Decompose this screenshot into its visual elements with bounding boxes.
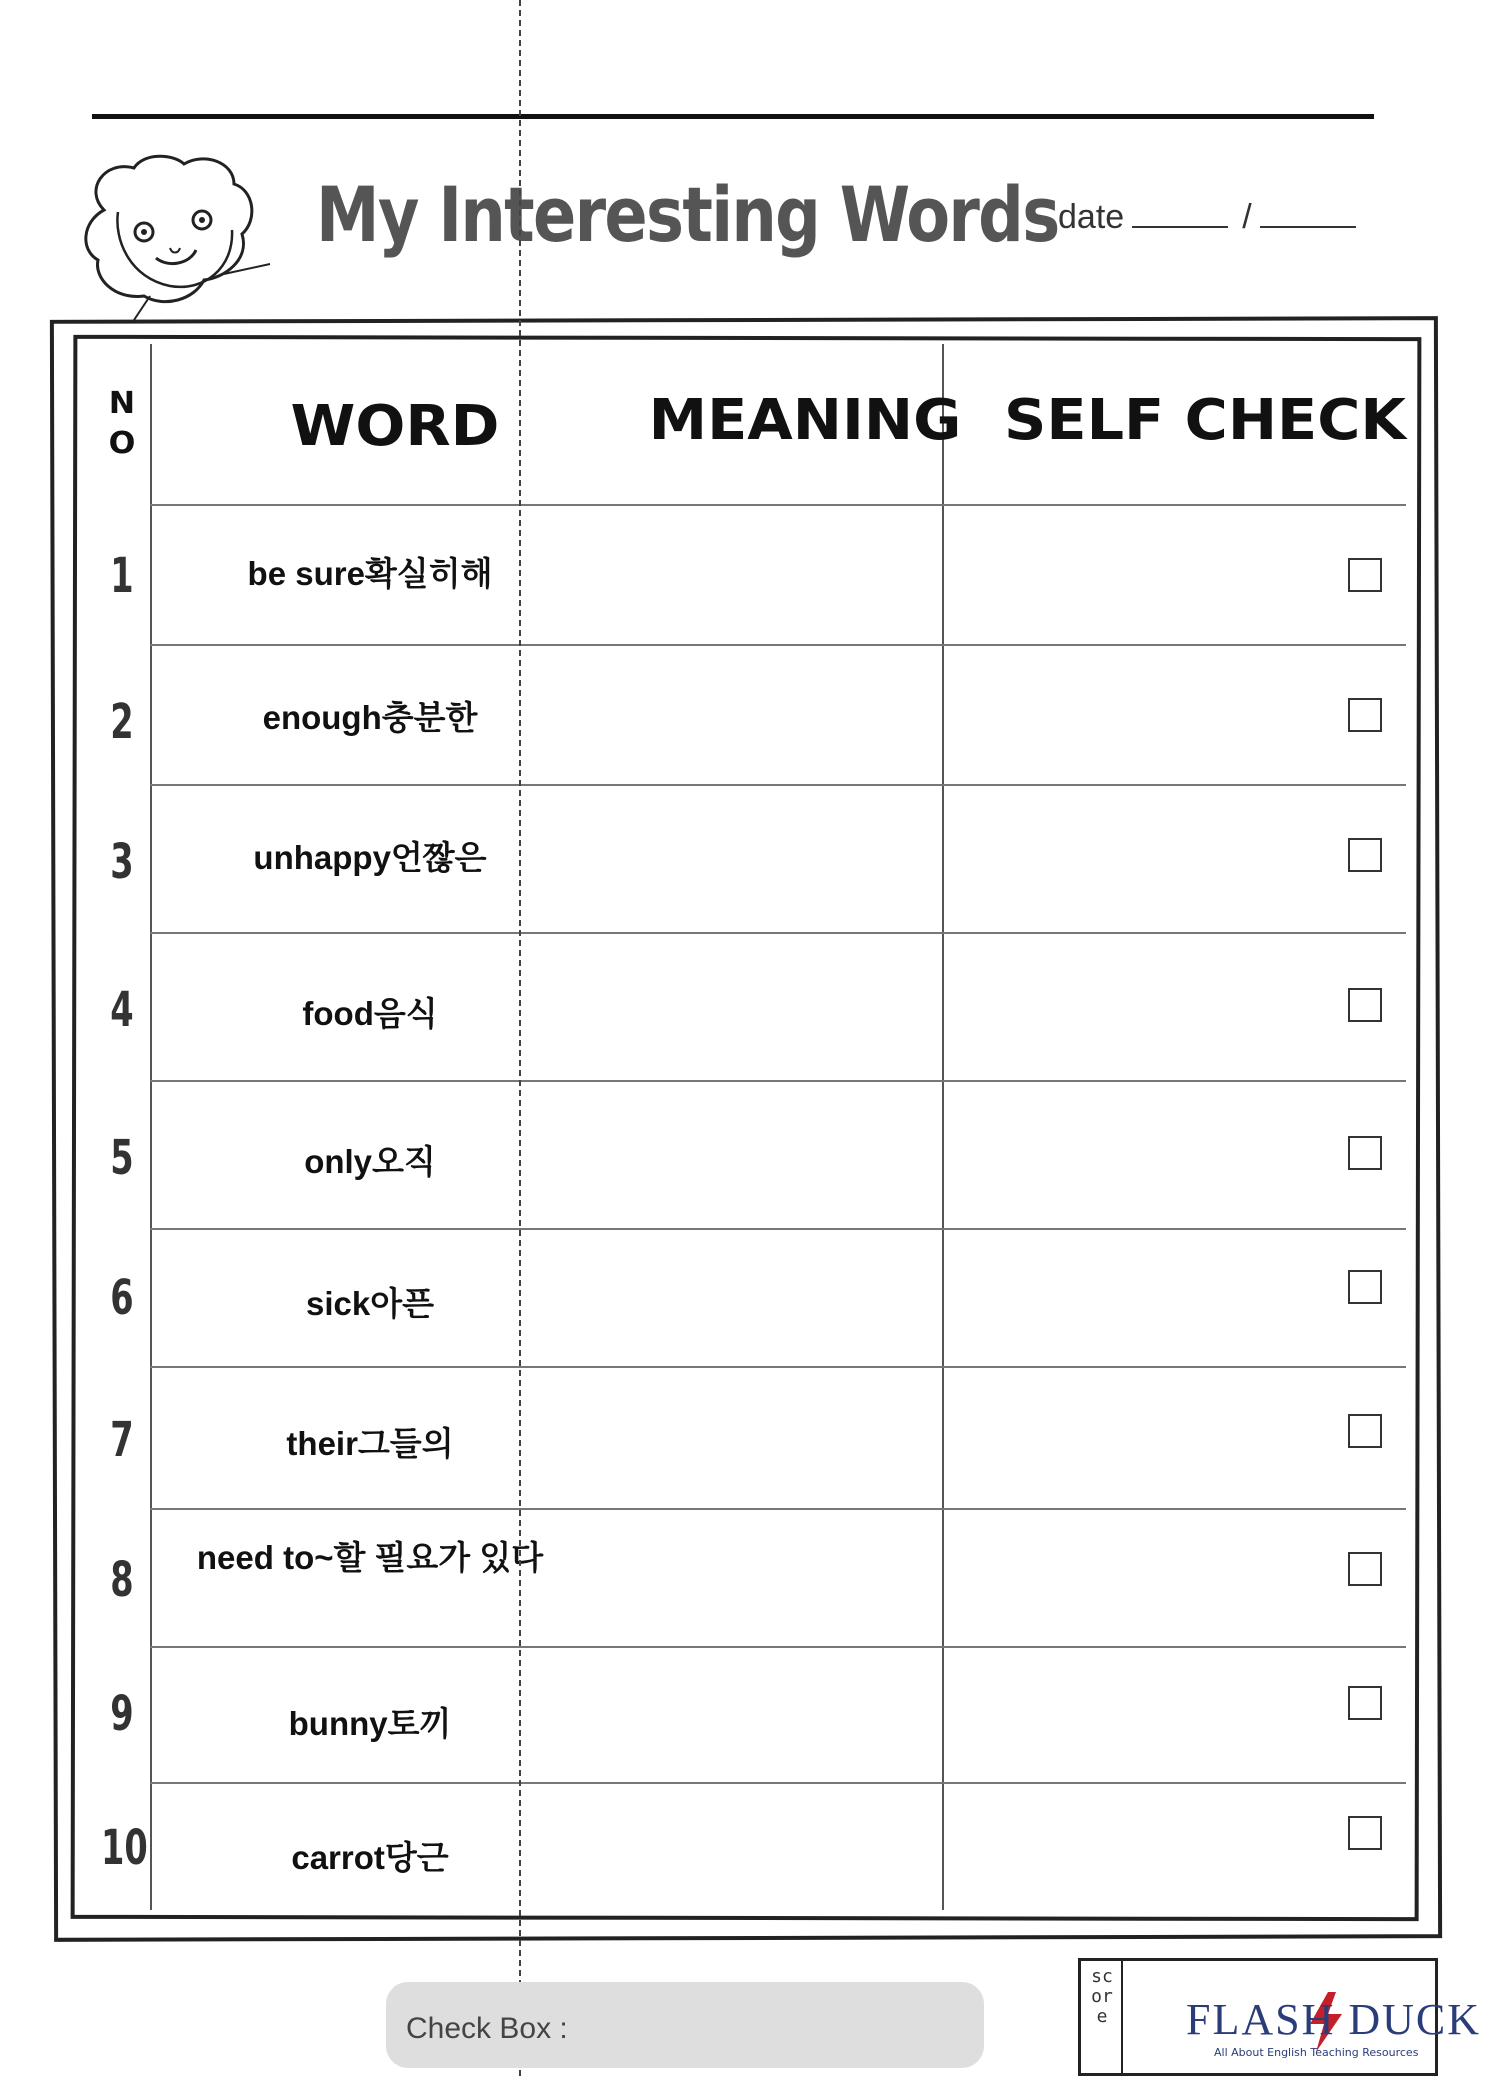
row-number: 1: [110, 548, 134, 604]
table-row: [80, 1508, 1410, 1646]
row-word: sick아픈: [306, 1285, 434, 1322]
date-field: [1058, 198, 1356, 237]
row-number: 10: [101, 1820, 148, 1876]
row-number: 2: [110, 694, 134, 750]
row-number: 9: [110, 1686, 134, 1742]
table-row: [80, 932, 1410, 1080]
row-number: 6: [110, 1270, 134, 1326]
header-meaning: MEANING: [648, 388, 962, 453]
date-label: date: [1058, 198, 1125, 236]
date-separator: /: [1242, 198, 1252, 236]
row-number: 3: [110, 834, 134, 890]
cartoon-boy-icon: [74, 150, 294, 320]
row-number: 7: [110, 1412, 134, 1468]
table-row: [80, 504, 1410, 644]
self-check-checkbox[interactable]: [1348, 558, 1382, 592]
score-divider: [1121, 1961, 1123, 2073]
header-self-check: SELF CHECK: [1004, 388, 1406, 453]
self-check-checkbox[interactable]: [1348, 988, 1382, 1022]
table-row: [80, 1782, 1410, 1910]
self-check-checkbox[interactable]: [1348, 1816, 1382, 1850]
self-check-checkbox[interactable]: [1348, 1270, 1382, 1304]
self-check-checkbox[interactable]: [1348, 838, 1382, 872]
row-word: enough충분한: [262, 699, 478, 736]
row-word: carrot당근: [291, 1839, 449, 1876]
check-box-field[interactable]: [386, 1982, 984, 2068]
date-month-blank[interactable]: [1132, 198, 1228, 228]
row-word: unhappy언짢은: [253, 839, 487, 876]
row-word: only오직: [304, 1143, 436, 1180]
row-word: bunny토끼: [288, 1705, 452, 1742]
top-rule: [92, 114, 1374, 119]
row-word: their그들의: [286, 1425, 454, 1462]
self-check-checkbox[interactable]: [1348, 1414, 1382, 1448]
table-row: [80, 1646, 1410, 1782]
score-label: score: [1091, 1966, 1113, 2027]
table-row: [80, 1228, 1410, 1366]
fold-guide-line: [519, 0, 521, 2076]
table-row: [80, 1366, 1410, 1508]
page-title: My Interesting Words: [316, 170, 1059, 259]
logo-tagline: All About English Teaching Resources: [1214, 2046, 1419, 2059]
flash-duck-logo: [1186, 1990, 1486, 2070]
row-word: food음식: [302, 995, 438, 1032]
table-row: [80, 644, 1410, 784]
header-word: WORD: [290, 394, 500, 459]
check-box-label: Check Box :: [406, 2012, 568, 2045]
logo-text: FLASH DUCK: [1186, 1995, 1482, 2044]
table-row: [80, 784, 1410, 932]
self-check-checkbox[interactable]: [1348, 1686, 1382, 1720]
row-word: need to~할 필요가 있다: [196, 1539, 544, 1576]
date-day-blank[interactable]: [1260, 198, 1356, 228]
self-check-checkbox[interactable]: [1348, 1136, 1382, 1170]
word-table: [80, 344, 1410, 1910]
row-number: 8: [110, 1552, 134, 1608]
table-row: [80, 1080, 1410, 1228]
row-word: be sure확실히해: [247, 555, 493, 592]
header-no: N O: [108, 386, 136, 461]
self-check-checkbox[interactable]: [1348, 698, 1382, 732]
row-number: 5: [110, 1130, 134, 1186]
self-check-checkbox[interactable]: [1348, 1552, 1382, 1586]
row-number: 4: [110, 982, 134, 1038]
